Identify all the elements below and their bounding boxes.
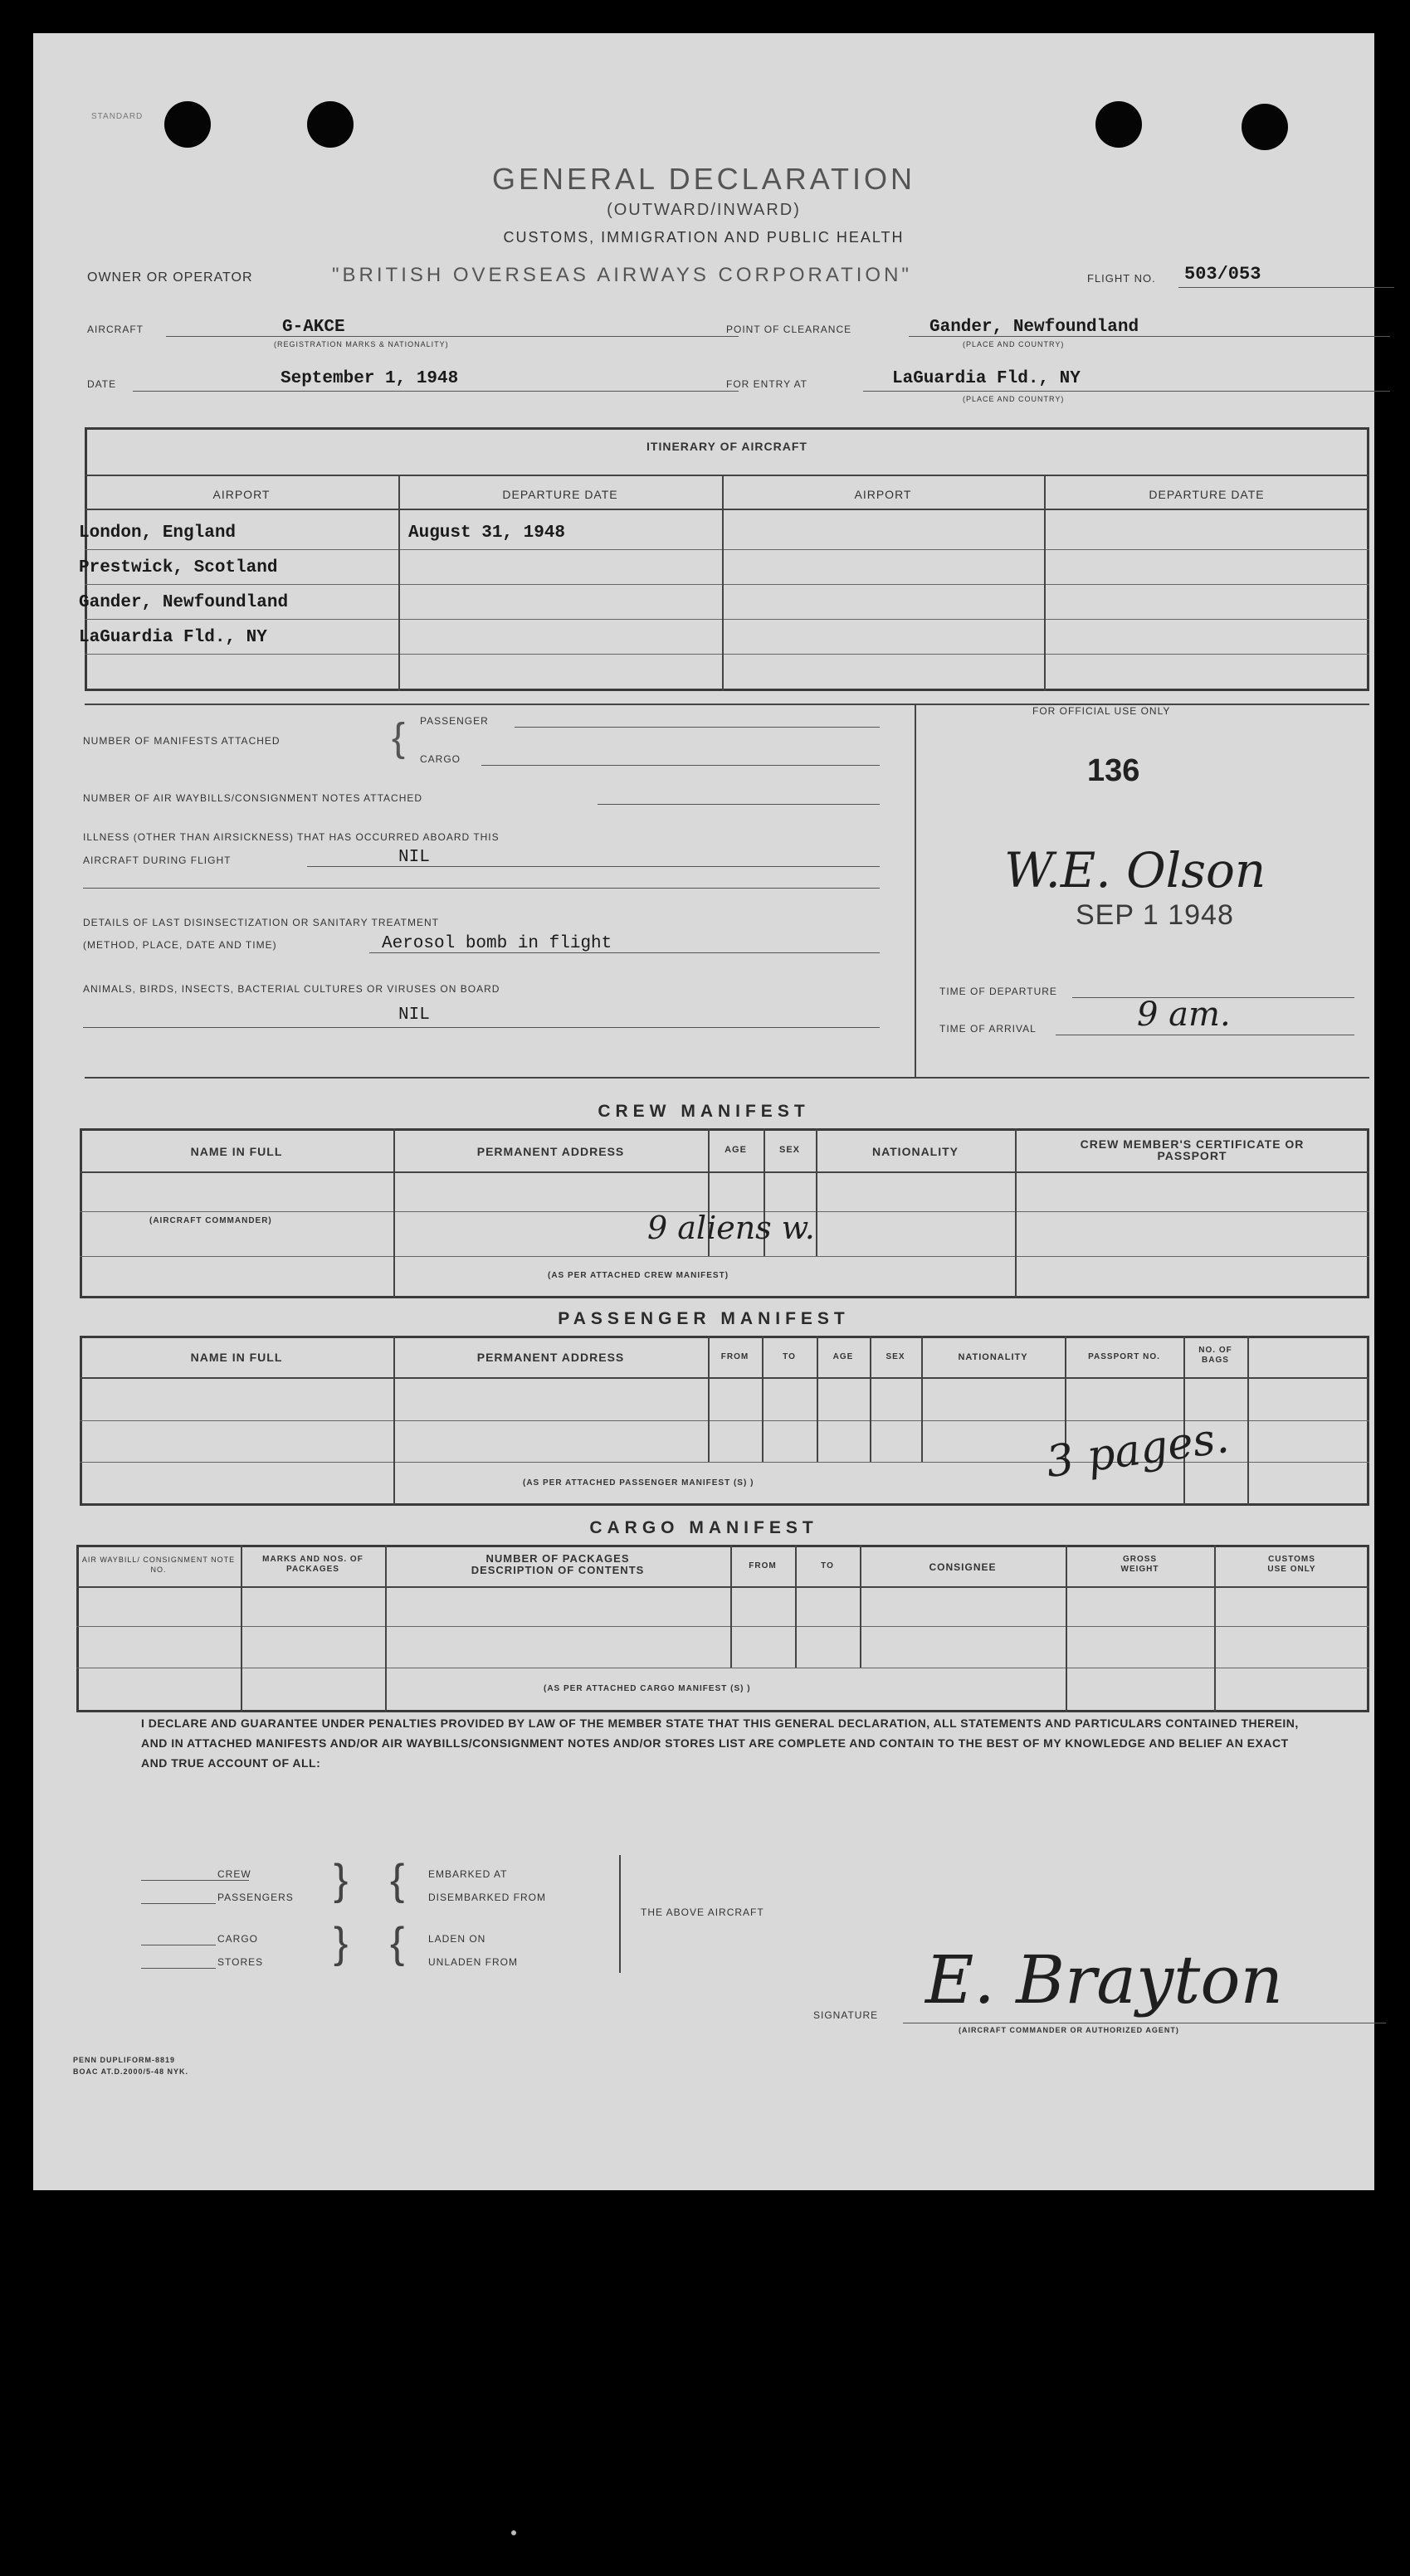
- passenger-handwritten-note: 3 pages.: [1042, 1412, 1232, 1488]
- crew-col-name: NAME IN FULL: [190, 1145, 283, 1158]
- illness-label-1: ILLNESS (OTHER THAN AIRSICKNESS) THAT HAS OCCURRED ABOARD THIS: [83, 831, 500, 843]
- crew-col-address: PERMANENT ADDRESS: [476, 1145, 625, 1158]
- passenger-col-passport: PASSPORT NO.: [1088, 1352, 1160, 1361]
- form-subtitle: (OUTWARD/INWARD): [607, 201, 801, 219]
- crew-col-sex: SEX: [778, 1145, 800, 1155]
- itinerary-col-departure: DEPARTURE DATE: [502, 488, 618, 501]
- itinerary-col-departure-2: DEPARTURE DATE: [1149, 488, 1265, 501]
- decl-laden: LADEN ON: [428, 1933, 486, 1945]
- waybills-label: NUMBER OF AIR WAYBILLS/CONSIGNMENT NOTES ATTACHED: [83, 792, 423, 804]
- clearance-label: POINT OF CLEARANCE: [726, 324, 852, 335]
- passenger-col-sex: SEX: [886, 1352, 905, 1361]
- passenger-col-bags: NO. OF BAGS: [1198, 1346, 1232, 1365]
- entry-value: LaGuardia Fld., NY: [892, 369, 1081, 388]
- passenger-col-address: PERMANENT ADDRESS: [476, 1351, 625, 1364]
- crew-title: CREW MANIFEST: [598, 1102, 810, 1121]
- crew-commander: (AIRCRAFT COMMANDER): [149, 1216, 272, 1225]
- owner-label: OWNER OR OPERATOR: [87, 270, 253, 285]
- crew-col-nationality: NATIONALITY: [871, 1145, 959, 1158]
- date-label: DATE: [87, 378, 117, 390]
- crew-col-certificate: CREW MEMBER'S CERTIFICATE OR PASSPORT: [1080, 1137, 1305, 1162]
- cargo-footer: (AS PER ATTACHED CARGO MANIFEST (S) ): [544, 1684, 751, 1693]
- aircraft-value: G-AKCE: [282, 318, 345, 337]
- commander-signature: E. Brayton: [925, 1941, 1284, 2018]
- clearance-sub: (PLACE AND COUNTRY): [963, 340, 1065, 348]
- footer-line-1: PENN DUPLIFORM-8819: [73, 2056, 176, 2064]
- passenger-footer: (AS PER ATTACHED PASSENGER MANIFEST (S) ): [523, 1478, 754, 1488]
- form-title: GENERAL DECLARATION: [491, 162, 916, 196]
- departure-time-label: TIME OF DEPARTURE: [939, 986, 1057, 997]
- itinerary-departure: August 31, 1948: [408, 523, 566, 543]
- footer-line-2: BOAC AT.D.2000/5-48 NYK.: [73, 2067, 189, 2076]
- itinerary-airport: Prestwick, Scotland: [79, 558, 278, 577]
- manifests-label: NUMBER OF MANIFESTS ATTACHED: [83, 735, 281, 747]
- cargo-title: CARGO MANIFEST: [589, 1518, 818, 1537]
- passenger-col-age: AGE: [832, 1352, 854, 1361]
- entry-label: FOR ENTRY AT: [726, 378, 808, 390]
- flight-label: FLIGHT NO.: [1087, 272, 1156, 285]
- cargo-col-consignee: CONSIGNEE: [929, 1561, 997, 1573]
- disinsect-label-1: DETAILS OF LAST DISINSECTIZATION OR SANITARY TREATMENT: [83, 917, 439, 928]
- punch-hole: [1242, 104, 1288, 150]
- arrival-time-label: TIME OF ARRIVAL: [939, 1023, 1037, 1035]
- cargo-col-description: NUMBER OF PACKAGES DESCRIPTION OF CONTENTS: [471, 1552, 645, 1576]
- signature-label: SIGNATURE: [813, 2009, 879, 2021]
- cargo-col-customs: CUSTOMS USE ONLY: [1267, 1555, 1316, 1574]
- standard-mark: STANDARD: [91, 112, 144, 121]
- passenger-col-from: FROM: [720, 1352, 749, 1361]
- punch-hole: [1095, 101, 1142, 148]
- cargo-col-waybill: AIR WAYBILL/ CONSIGNMENT NOTE NO.: [81, 1556, 236, 1574]
- decl-passengers: PASSENGERS: [217, 1892, 294, 1903]
- officer-signature: W.E. Olson: [1004, 842, 1266, 898]
- cargo-label: CARGO: [420, 753, 461, 765]
- crew-footer: (AS PER ATTACHED CREW MANIFEST): [548, 1271, 729, 1280]
- official-title: FOR OFFICIAL USE ONLY: [1032, 705, 1171, 717]
- illness-value: NIL: [398, 848, 430, 867]
- itinerary-col-airport: AIRPORT: [212, 488, 271, 501]
- entry-sub: (PLACE AND COUNTRY): [963, 395, 1065, 403]
- itinerary-airport: LaGuardia Fld., NY: [79, 628, 267, 647]
- date-stamp: SEP 1 1948: [1076, 899, 1234, 931]
- aircraft-label: AIRCRAFT: [87, 324, 144, 335]
- passenger-col-nationality: NATIONALITY: [958, 1352, 1028, 1362]
- punch-hole: [164, 101, 211, 148]
- decl-cargo: CARGO: [217, 1933, 259, 1945]
- cargo-col-marks: MARKS AND NOS. OF PACKAGES: [262, 1555, 363, 1574]
- dust-speck: [511, 2530, 516, 2535]
- date-value: September 1, 1948: [281, 369, 459, 388]
- itinerary-airport: London, England: [79, 523, 237, 543]
- crew-col-age: AGE: [725, 1145, 747, 1155]
- passenger-title: PASSENGER MANIFEST: [558, 1309, 850, 1328]
- decl-embarked: EMBARKED AT: [428, 1868, 508, 1880]
- itinerary-airport: Gander, Newfoundland: [79, 593, 289, 612]
- disinsect-label-2: (METHOD, PLACE, DATE AND TIME): [83, 939, 277, 951]
- passenger-col-to: TO: [783, 1352, 796, 1361]
- official-number: 136: [1087, 753, 1140, 788]
- cargo-col-from: FROM: [749, 1561, 777, 1570]
- brace: {: [392, 716, 406, 760]
- decl-stores: STORES: [217, 1956, 264, 1968]
- animals-label: ANIMALS, BIRDS, INSECTS, BACTERIAL CULTURES OR VIRUSES ON BOARD: [83, 983, 500, 995]
- decl-disembarked: DISEMBARKED FROM: [428, 1892, 547, 1903]
- punch-hole: [307, 101, 354, 148]
- declaration-text: I DECLARE AND GUARANTEE UNDER PENALTIES PROVIDED BY LAW OF THE MEMBER STATE THAT THIS GENERAL DECLARATION, ALL STATEMENTS AND PARTICULARS CONTAINED THEREIN, AND IN ATTACHED MANIFESTS AND/OR AIR WAYBILLS/CONSIGNMENT NOTES AND/OR STORES LIST ARE COMPLETE AND CONTAIN TO THE BEST OF MY KNOWLEDGE AND BELIEF AN EXACT AND TRUE ACCOUNT OF ALL:: [141, 1717, 1299, 1770]
- passenger-col-name: NAME IN FULL: [190, 1351, 283, 1364]
- itinerary-title: ITINERARY OF AIRCRAFT: [646, 440, 807, 453]
- signature-sub: (AIRCRAFT COMMANDER OR AUTHORIZED AGENT): [959, 2026, 1179, 2034]
- cargo-col-weight: GROSS WEIGHT: [1120, 1555, 1159, 1574]
- disinsect-value: Aerosol bomb in flight: [382, 934, 612, 953]
- arrival-time-value: 9 am.: [1137, 996, 1231, 1034]
- cargo-col-to: TO: [821, 1561, 834, 1570]
- clearance-value: Gander, Newfoundland: [929, 318, 1139, 337]
- flight-value: 503/053: [1184, 264, 1261, 285]
- animals-value: NIL: [398, 1006, 430, 1025]
- crew-handwritten-note: 9 aliens w.: [647, 1210, 815, 1246]
- owner-value: "BRITISH OVERSEAS AIRWAYS CORPORATION": [332, 264, 912, 286]
- passenger-label: PASSENGER: [420, 715, 489, 727]
- illness-label-2: AIRCRAFT DURING FLIGHT: [83, 855, 232, 866]
- declaration-form: STANDARD GENERAL DECLARATION (OUTWARD/INWARD) CUSTOMS, IMMIGRATION AND PUBLIC HEALTH OWNER OR OPERATOR "BRITISH OVERSEAS AIRWAYS CORPORATION" FLIGHT NO. 503/053 AIRCRAFT G-AKCE (REGISTRATION MARKS & NATIONALITY) POINT OF CLEARANCE Gander, Newfoundland (PLACE AND COUNTRY) DATE September 1, 1948 FOR ENTRY AT LaGuardia Fld., NY (PLACE AND COUNTRY) ITINERARY OF AIRCRAFT AIRPORT DEPARTURE DATE AIRPORT DEPARTURE DATE London, England Prestwick, Scotland Gander, Newfoundland LaGuardia Fld., NY August 31, 1948 NUMBER OF MANIFESTS ATTACHED { PASSENGER CARGO NUMBER OF AIR WAYBILLS/CONSIGNMENT NOTES ATTACHED ILLNESS (OTHER THAN AIRSICKNESS) THAT HAS OCCURRED ABOARD THIS AIRCRAFT DURING FLIGHT NIL DETAILS OF LAST DISINSECTIZATION OR SANITARY TREATMENT (METHOD, PLACE, DATE AND TIME) Aerosol bomb in flight ANIMALS, BIRDS, INSECTS, BACTERIAL CULTURES OR VIRUSES ON BOARD NIL FOR OFFICIAL USE ONLY 136 W.E. Olson SEP 1 1948 TIME OF DEPARTURE TIME OF ARRIVAL 9 am. CREW MANIFEST NAME IN FULL PERMANENT ADDRESS AGE SEX NATIONALITY CREW MEMBER'S CERTIFICATE OR PASSPORT (AIRCRAFT COMMANDER) 9 aliens w. (AS PER ATTACHED CREW MANIFEST) PASSENGER MANIFEST NAME IN FULL PERMANENT ADDRESS FROM TO AGE SEX NATIONALITY PASSPORT NO. NO. OF BAGS 3 pages. (AS PER ATTACHED PASSENGER MANIFEST (S) ) CARGO MANIFEST AIR WAYBILL/ CONSIGNMENT NOTE NO. MARKS AND NOS. OF PACKAGES NUMBER OF PACKAGES DESCRIPTION OF CONTENTS FROM TO CONSIGNEE GROSS WEIGHT CUSTOMS USE ONLY (AS PER ATTACHED CARGO MANIFEST (S) ) I DECLARE AND GUARANTEE UNDER PENALTIES PROVIDED BY LAW OF THE MEMBER STATE THAT THIS GENERAL DECLARATION, ALL STATEMENTS AND PARTICULARS CONTAINED THEREIN, AND IN ATTACHED MANIFESTS AND/OR AIR WAYBILLS/CONSIGNMENT NOTES AND/OR STORES LIST ARE COMPLETE AND CONTAIN TO THE BEST OF MY KNOWLEDGE AND BELIEF AN EXACT AND TRUE ACCOUNT OF ALL: CREW PASSENGERS CARGO STORES } } { { EMBARKED AT DISEMBARKED FROM LADEN ON UNLADEN FROM THE ABOVE AIRCRAFT SIGNATURE E. Brayton (AIRCRAFT COMMANDER OR AUTHORIZED AGENT) PENN DUPLIFORM-8819 BOAC AT.D.2000/5-48 NYK.: [33, 33, 1374, 2190]
- decl-above-aircraft: THE ABOVE AIRCRAFT: [641, 1906, 764, 1918]
- decl-crew: CREW: [217, 1868, 251, 1880]
- aircraft-sub: (REGISTRATION MARKS & NATIONALITY): [274, 340, 449, 348]
- form-authorities: CUSTOMS, IMMIGRATION AND PUBLIC HEALTH: [503, 229, 905, 246]
- itinerary-col-airport-2: AIRPORT: [854, 488, 912, 501]
- decl-unladen: UNLADEN FROM: [428, 1956, 519, 1968]
